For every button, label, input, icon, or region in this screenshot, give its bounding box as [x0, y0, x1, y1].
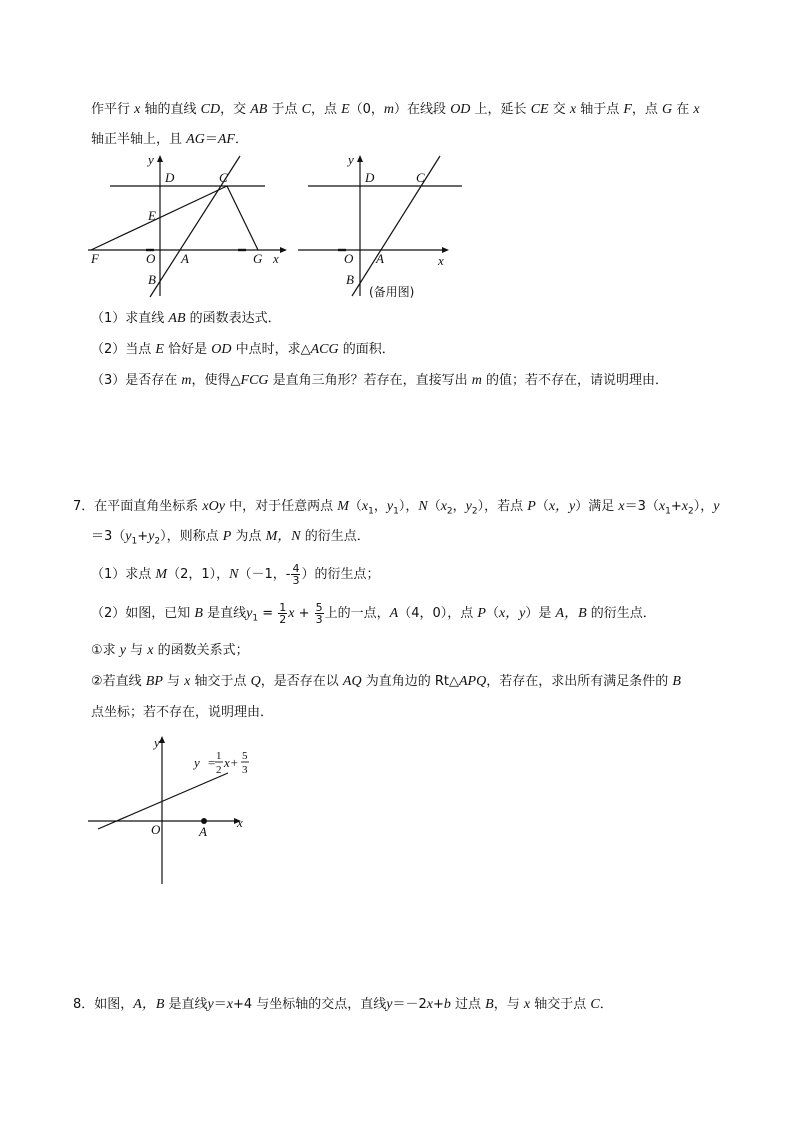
text: 的面积．	[338, 342, 395, 357]
var: y	[148, 529, 155, 544]
text: 过点	[450, 997, 486, 1012]
y-axis-arrow-icon	[357, 155, 363, 162]
var: m	[471, 373, 482, 388]
text: 是直角三角形？若存在，直接写出	[268, 373, 472, 388]
p7-sub-2-line-2	[91, 704, 273, 722]
label-a: A	[181, 251, 189, 266]
var: y	[713, 499, 720, 514]
y-axis-arrow-icon	[159, 736, 165, 743]
var: G	[662, 102, 673, 117]
label-d: D	[365, 170, 375, 185]
text: ）是	[525, 606, 556, 621]
text: 7．在平面直角坐标系	[73, 499, 203, 514]
text: +4 与坐标轴的交点，直线	[232, 997, 387, 1012]
text: ＝	[204, 132, 218, 147]
text: （1）求直线	[91, 311, 169, 326]
x-axis-arrow-icon	[280, 247, 287, 253]
text: ，使得△	[191, 373, 241, 388]
text: 的衍生点．	[586, 606, 656, 621]
figure-caption: (备用图)	[369, 285, 415, 299]
text: ，是否存在以	[260, 674, 343, 689]
text: 为点	[231, 529, 266, 544]
var: F	[623, 102, 632, 117]
text: （3）是否存在	[91, 373, 182, 388]
var: x	[658, 499, 666, 514]
fraction-1-2	[278, 602, 287, 625]
numerator: 4	[292, 562, 300, 575]
var: x	[426, 997, 433, 1012]
var: x	[147, 643, 154, 658]
var: y	[119, 643, 127, 658]
p7-line-1	[73, 498, 719, 521]
p6-figure-main	[88, 150, 288, 300]
var: x	[226, 997, 233, 1012]
text: 的函数关系式；	[153, 643, 249, 658]
p6-figure-spare	[298, 150, 468, 302]
var: x，y	[548, 499, 576, 514]
sub: 2	[688, 506, 694, 517]
text: 上的一点，	[324, 606, 390, 621]
var: C	[301, 102, 311, 117]
var: N	[418, 499, 428, 514]
p8-line	[73, 996, 613, 1014]
label-c: C	[416, 170, 425, 185]
text: （2，1），	[167, 567, 230, 582]
label-b: B	[148, 272, 156, 287]
var: xOy	[202, 499, 225, 514]
var: b	[443, 997, 451, 1012]
text: +	[433, 997, 444, 1012]
numerator: 1	[279, 601, 287, 614]
fraction-5-3	[315, 602, 324, 625]
label-o: O	[344, 251, 354, 266]
label-c: C	[219, 170, 228, 185]
var: M	[337, 499, 349, 514]
text: 作平行	[91, 102, 135, 117]
var: x	[523, 997, 531, 1012]
var: AF	[217, 132, 235, 147]
text: ，若存在，求出所有满足条件的	[486, 674, 673, 689]
p6-intro-line-2	[91, 131, 248, 149]
text: ），	[693, 499, 714, 514]
text: 轴交于点	[530, 997, 591, 1012]
var: y	[125, 529, 132, 544]
text: ，点	[310, 102, 342, 117]
text: （	[427, 499, 441, 514]
text: 上，延长	[470, 102, 531, 117]
eq-tail: x+	[224, 755, 239, 770]
text: （2）如图，已知	[91, 606, 195, 621]
text: ，	[373, 499, 387, 514]
var: x	[618, 499, 625, 514]
text: 交	[548, 102, 570, 117]
p7-sub-1	[91, 642, 249, 660]
label-a: A	[199, 824, 207, 839]
sub: 1	[252, 613, 259, 624]
var: P	[222, 529, 232, 544]
var: x	[134, 102, 141, 117]
p6-question-1	[91, 310, 281, 328]
eq-frac2-num: 5	[242, 750, 248, 762]
var: Q	[250, 674, 261, 689]
label-e: E	[148, 208, 156, 223]
text: ）满足	[575, 499, 619, 514]
var: CD	[200, 102, 221, 117]
var: A，B	[555, 606, 587, 621]
text: （－1，	[238, 567, 286, 582]
var: m	[181, 373, 192, 388]
label-o: O	[146, 251, 156, 266]
line-cg	[227, 186, 258, 250]
var: ACG	[310, 342, 339, 357]
var: m	[383, 102, 395, 117]
text: （1）求点	[91, 567, 156, 582]
eq-frac-num: 1	[216, 750, 222, 762]
p6-question-3	[91, 372, 668, 390]
eq-frac2-den: 3	[242, 764, 248, 776]
text: （0，	[349, 102, 384, 117]
label-x: x	[438, 253, 444, 268]
var: M，N	[265, 529, 301, 544]
text: 的衍生点．	[300, 529, 370, 544]
sub: 2	[471, 506, 478, 517]
var: x	[693, 102, 700, 117]
y-axis-arrow-icon	[157, 155, 163, 162]
p7-sub-2-line-1	[91, 673, 681, 691]
text: 8．如图，	[73, 997, 134, 1012]
var: CE	[530, 102, 549, 117]
text: 轴于点	[576, 102, 624, 117]
label-y: y	[348, 152, 354, 167]
sub: 1	[131, 536, 138, 547]
var: FCG	[240, 373, 269, 388]
p7-question-2: （2）如图，已知 B 是直线$y_1$ = $\frac{1}{2}$ x + $\frac{5}{3}$ 上的一点，A（4，0），点 P（x，y）是 A，B 的衍生点．	[91, 601, 656, 626]
var: AG	[186, 132, 205, 147]
var: P	[477, 606, 486, 621]
eq-frac-den: 2	[216, 764, 222, 776]
var: AB	[168, 311, 186, 326]
text: ②若直线	[91, 674, 146, 689]
var: A	[389, 606, 399, 621]
text: （	[485, 606, 499, 621]
denominator: 2	[279, 613, 287, 626]
text: ，与	[493, 997, 524, 1012]
sub: 1	[393, 506, 399, 517]
text: ＝3（	[91, 529, 126, 544]
label-o: O	[151, 822, 161, 837]
text: ，点	[631, 102, 663, 117]
var: N	[229, 567, 239, 582]
text: ＝3（	[624, 499, 659, 514]
var: y	[386, 997, 393, 1012]
line-fc	[91, 186, 227, 250]
var: y	[207, 997, 214, 1012]
sub: 2	[154, 536, 161, 547]
text: ），若点	[477, 499, 528, 514]
var: x	[681, 499, 688, 514]
text: （	[348, 499, 362, 514]
text: 恰好是	[163, 342, 212, 357]
var: y	[246, 606, 253, 621]
text: ①求	[91, 643, 120, 658]
text: ．	[599, 997, 613, 1012]
var: x	[184, 674, 191, 689]
text: ．	[234, 132, 248, 147]
text: 中，对于任意两点	[224, 499, 338, 514]
var: x	[440, 499, 447, 514]
var: OD	[450, 102, 471, 117]
text: ），	[398, 499, 419, 514]
var: E	[155, 342, 164, 357]
var: AQ	[342, 674, 362, 689]
text: 与	[126, 643, 148, 658]
text: ），则称点	[160, 529, 223, 544]
text: ，交	[220, 102, 251, 117]
var: y	[465, 499, 472, 514]
p6-question-2	[91, 341, 395, 359]
text: 的值；若不存在，请说明理由．	[481, 373, 669, 388]
var: P	[527, 499, 536, 514]
var: B	[672, 674, 681, 689]
p6-intro-line-1	[91, 101, 700, 119]
var: AB	[250, 102, 268, 117]
text: 点坐标；若不存在，说明理由．	[91, 705, 274, 720]
text: 是直线	[202, 606, 247, 621]
var: B	[194, 606, 203, 621]
text: 中点时，求△	[231, 342, 311, 357]
var: C	[590, 997, 600, 1012]
text: 是直线	[164, 997, 208, 1012]
var: x	[361, 499, 369, 514]
label-f: F	[91, 251, 99, 266]
text: ）的衍生点；	[301, 567, 380, 582]
label-d: D	[165, 170, 175, 185]
var: y	[386, 499, 394, 514]
p7-line-2	[91, 528, 370, 551]
p7-question-1	[91, 560, 379, 590]
text: ，	[452, 499, 466, 514]
text: （2）当点	[91, 342, 156, 357]
label-a: A	[376, 251, 384, 266]
text: +	[670, 499, 682, 514]
label-x: x	[273, 251, 279, 266]
eq-y: y	[194, 755, 200, 770]
text: 于点	[267, 102, 302, 117]
text: ）在线段	[394, 102, 451, 117]
denominator: 3	[315, 613, 323, 626]
text: 与	[162, 674, 185, 689]
label-y: y	[154, 735, 160, 750]
text: ＝－2	[392, 997, 427, 1012]
var: E	[341, 102, 350, 117]
text: （	[535, 499, 549, 514]
text: 的函数表达式．	[185, 311, 281, 326]
var: M	[155, 567, 168, 582]
var: BP	[145, 674, 163, 689]
sub: 1	[665, 506, 671, 517]
label-y: y	[148, 152, 154, 167]
label-g: G	[253, 251, 263, 266]
text: 在	[672, 102, 694, 117]
var: APQ	[459, 674, 487, 689]
p7-figure	[88, 732, 258, 888]
label-x: x	[237, 815, 243, 830]
var: B	[485, 997, 494, 1012]
fraction-4-3	[291, 563, 300, 586]
denominator: 3	[292, 574, 300, 587]
var: x，y	[498, 606, 526, 621]
var: OD	[211, 342, 232, 357]
sub: 1	[368, 506, 374, 517]
var: x	[288, 606, 295, 621]
text: ＝	[213, 997, 227, 1012]
minus-sign: -	[285, 567, 291, 582]
text: （4，0），点	[398, 606, 478, 621]
text: +	[137, 529, 149, 544]
text: 轴正半轴上，且	[91, 132, 187, 147]
numerator: 5	[315, 601, 323, 614]
text: 为直角边的 Rt△	[361, 674, 459, 689]
eq-equals: =	[208, 755, 216, 770]
sub: 2	[446, 506, 453, 517]
label-b: B	[346, 272, 354, 287]
var: A，B	[133, 997, 165, 1012]
text: 轴的直线	[140, 102, 201, 117]
text: 轴交于点	[190, 674, 251, 689]
var: x	[569, 102, 577, 117]
